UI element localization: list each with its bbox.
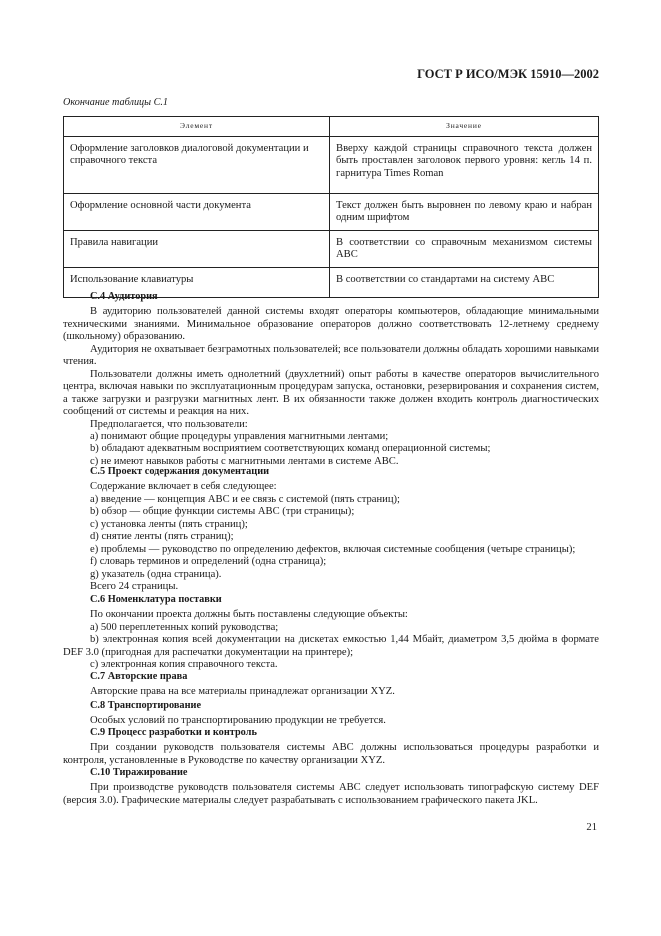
section-heading: С.9 Процесс разработки и контроль — [90, 727, 257, 738]
paragraph: Содержание включает в себя следующее: — [90, 481, 277, 493]
paragraph: Авторские права на все материалы принадлежат организации XYZ. — [90, 686, 395, 698]
section-c8 — [63, 700, 599, 728]
section-heading: С.10 Тиражирование — [90, 767, 188, 778]
section-heading: С.4 Аудитория — [90, 291, 158, 302]
table-cell: Правила навигации — [64, 230, 330, 267]
section-c4 — [63, 291, 599, 468]
table-cell: Оформление основной части документа — [64, 193, 330, 230]
table-cell: В соответствии со стандартами на систему АВС — [330, 267, 599, 297]
list-item: с) не имеют навыков работы с магнитными лентами в системе АВС. — [90, 455, 399, 467]
column-header: Значение — [330, 117, 599, 137]
list-item: g) указатель (одна страница). — [90, 568, 222, 580]
list-item: d) снятие ленты (пять страниц); — [90, 531, 234, 543]
list-item: а) 500 переплетенных копий руководства; — [90, 621, 279, 633]
table-row — [64, 136, 599, 193]
document-id: ГОСТ Р ИСО/МЭК 15910—2002 — [417, 67, 599, 81]
column-header: Элемент — [64, 117, 330, 137]
paragraph: При создании руководств пользователя системы АВС должны использоваться процедуры разработки и контроля, установленные в Руководстве по качеству организации XYZ. — [63, 742, 599, 766]
list-item: а) понимают общие процедуры управления магнитными лентами; — [90, 430, 389, 442]
table-row — [64, 230, 599, 267]
paragraph: Пользователи должны иметь однолетний (двухлетний) опыт работы в качестве операторов вычислительного центра, включая навыки по эксплуатационным процедурам запуска, остановки, резервирования и сохранения систем, а также загрузки и разгрузки магнитных лент. В их обязанности также должен входить контроль диагностических сообщений от системы и реакция на них. — [63, 368, 599, 418]
list-item: b) электронная копия всей документации на дискетах емкостью 1,44 Мбайт, диаметром 3,5 дюйма в формате DEF 3.0 (пригодная для распечатки документации на принтере); — [63, 634, 599, 658]
paragraph: Аудитория не охватывает безграмотных пользователей; все пользователи должны обладать хорошими навыками чтения. — [63, 343, 599, 368]
table-cell: Текст должен быть выровнен по левому краю и набран одним шрифтом — [330, 193, 599, 230]
paragraph: В аудиторию пользователей данной системы входят операторы компьютеров, обладающие минимальными техническими знаниями. Минимальное образование операторов должно соответствовать 12-летнему среднему (школьному) образованию. — [63, 306, 599, 343]
table-cell: В соответствии со справочным механизмом системы АВС — [330, 230, 599, 267]
table-c1 — [63, 116, 599, 298]
total-pages: Всего 24 страницы. — [90, 581, 179, 593]
list-item: b) обладают адекватным восприятием соответствующих команд операционной системы; — [90, 443, 491, 455]
list-item: f) словарь терминов и определений (одна страница); — [90, 556, 327, 568]
list-item: с) электронная копия справочного текста. — [90, 659, 278, 671]
section-heading: С.7 Авторские права — [90, 671, 188, 682]
section-heading: С.5 Проект содержания документации — [90, 466, 270, 477]
paragraph: По окончании проекта должны быть поставлены следующие объекты: — [90, 609, 408, 621]
page-number: 21 — [586, 822, 597, 833]
list-item: а) введение — концепция АВС и ее связь с системой (пять страниц); — [90, 493, 400, 505]
section-c10 — [63, 767, 599, 807]
table-cell: Использование клавиатуры — [64, 267, 330, 297]
section-c6 — [63, 594, 599, 672]
table-row — [64, 193, 599, 230]
section-heading: С.6 Номенклатура поставки — [90, 594, 222, 605]
paragraph: При производстве руководств пользователя системы АВС следует использовать типографскую систему DEF (версия 3.0). Графические материалы следует разрабатывать с использованием графического пакета JKL. — [63, 782, 599, 806]
section-c9 — [63, 727, 599, 767]
list-item: е) проблемы — руководство по определению дефектов, включая системные сообщения (четыре страницы); — [90, 543, 576, 555]
table-cell: Вверху каждой страницы справочного текста должен быть проставлен заголовок первого уровня: кегль 14 п. гарнитура Times Roman — [330, 136, 599, 193]
paragraph: Предполагается, что пользователи: — [90, 418, 248, 430]
section-c7 — [63, 671, 599, 699]
paragraph: Особых условий по транспортированию продукции не требуется. — [90, 715, 386, 727]
table-cell: Оформление заголовков диалоговой документации и справочного текста — [64, 136, 330, 193]
list-item: с) установка ленты (пять страниц); — [90, 518, 248, 530]
section-c5 — [63, 466, 599, 594]
table-header-row — [64, 117, 599, 137]
section-heading: С.8 Транспортирование — [90, 700, 202, 711]
list-item: b) обзор — общие функции системы АВС (три страницы); — [90, 506, 355, 518]
table-caption: Окончание таблицы С.1 — [63, 97, 169, 108]
